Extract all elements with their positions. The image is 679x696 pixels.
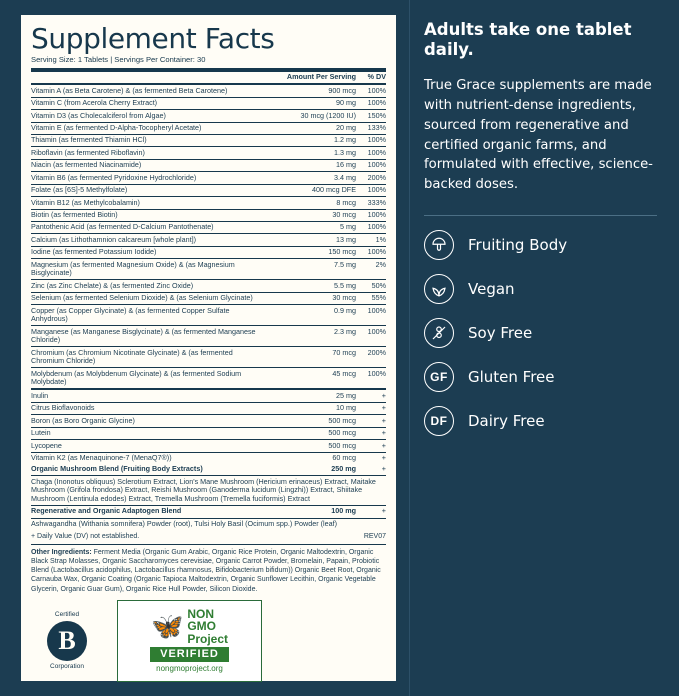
non-gmo-line3: Project [187, 631, 229, 646]
non-gmo-text [187, 608, 228, 645]
other-ingredients-text: Ferment Media (Organic Gum Arabic, Organic Rice Protein, Organic Maltodextrin, Organic Black Strap Molasses, Organic Saccharomyces cerevisiae, Organic Carrot Powder, Bromelain, Papain, Probiotic Blend (Lactobacillus acidophilus, Lactobacillus rhamnosus, Bifidobacterium bifidum)) Organic Beet Root, Organic Carnauba Wax, Organic Coating (Organic Tapioca Maltodextrin, Organic Sunflower Lecithin, Organic Vegetable Glycerin, Organic Guar Gum), Organic Rice Hull Powder, Silicon Dioxide. [31, 549, 381, 593]
table-row [31, 506, 386, 518]
table-row [31, 464, 386, 476]
nutrient-amount: 5 mg [264, 222, 356, 234]
blend1-dv: + [356, 464, 386, 476]
b-corp-bottom-label: Corporation [50, 662, 84, 670]
blend1-amount: 250 mg [264, 464, 356, 476]
nutrient-amount: 10 mg [264, 402, 356, 414]
nutrient-dv: 2% [356, 259, 386, 280]
nutrient-name: Vitamin K2 (as Menaquinone-7 (MenaQ7®)) [31, 452, 172, 462]
non-gmo-line2: GMO [187, 619, 217, 634]
feature-label: Soy Free [468, 324, 533, 343]
feature-item [424, 230, 657, 260]
nutrient-name: Thiamin (as fermented Thiamin HCl) [31, 135, 264, 147]
table-row [31, 159, 386, 171]
nutrient-dv: 100% [356, 209, 386, 221]
nutrient-amount: 30 mcg [264, 292, 356, 304]
nutrition-table [31, 72, 386, 83]
feature-item [424, 362, 657, 392]
nutrient-amount: 2.3 mg [264, 326, 356, 347]
nutrient-amount: 45 mcg [332, 368, 356, 378]
nutrient-rows [31, 85, 386, 388]
info-panel [409, 0, 679, 696]
non-gmo-badge [117, 600, 262, 682]
nutrient-name: Riboflavin (as fermented Riboflavin) [31, 147, 264, 159]
table-row [31, 368, 386, 389]
table-row [31, 292, 386, 304]
table-row [31, 347, 386, 368]
b-corp-top-label: Certified [54, 610, 80, 618]
nutrient-dv: 333% [356, 197, 386, 209]
nutrient-dv: 100% [356, 222, 386, 234]
nutrient-dv: 100% [356, 85, 386, 97]
serving-info: Serving Size: 1 Tablets | Servings Per Container: 30 [31, 55, 206, 64]
b-corp-badge [31, 611, 103, 671]
nutrient-amount: 400 mcg DFE [264, 184, 356, 196]
table-row [31, 184, 386, 196]
nutrient-dv: 50% [356, 280, 386, 292]
nutrient-name: Zinc (as Zinc Chelate) & (as fermented Zinc Oxide) [31, 280, 264, 292]
nutrient-dv: + [356, 415, 386, 427]
feature-label: Vegan [468, 280, 515, 299]
nutrient-dv: 100% [356, 147, 386, 159]
blend2-dv: + [356, 506, 386, 518]
page-title: Supplement Facts [31, 22, 275, 55]
nutrient-dv: 55% [356, 292, 386, 304]
nutrient-dv: 1% [356, 234, 386, 246]
nutrient-amount: 5.5 mg [264, 280, 356, 292]
nutrient-dv: 100% [356, 246, 386, 258]
blend2-note: Ashwagandha (Withania somnifera) Powder (root), Tulsi Holy Basil (Ocimum spp.) Powder (leaf) [31, 518, 337, 528]
nutrient-dv: 200% [356, 347, 386, 368]
table-row [31, 305, 386, 326]
nutrient-name: Manganese (as Manganese Bisglycinate) & (as fermented Manganese Chloride) [31, 326, 264, 347]
nutrient-dv: 150% [356, 110, 386, 122]
dosage-heading: Adults take one tablet daily. [424, 20, 632, 60]
nutrient-name: Iodine (as fermented Potassium Iodide) [31, 246, 264, 258]
nutrient-name: Boron (as Boro Organic Glycine) [31, 415, 264, 427]
other-ingredients [31, 544, 386, 593]
nutrient-amount: 90 mg [264, 97, 356, 109]
table-row [31, 147, 386, 159]
table-row [31, 222, 386, 234]
nutrient-name: Vitamin B6 (as fermented Pyridoxine Hydrochloride) [31, 172, 264, 184]
soy-free-icon [424, 318, 454, 348]
non-gmo-verified-label: VERIFIED [150, 647, 229, 662]
non-gmo-url: nongmoproject.org [156, 663, 223, 673]
dv-footnote: + Daily Value (DV) not established. [31, 532, 140, 540]
feature-item [424, 406, 657, 436]
nutrient-dv: 100% [356, 184, 386, 196]
nutrient-dv: + [381, 452, 386, 462]
nutrient-name: Vitamin E (as fermented D-Alpha-Tocopheryl Acetate) [31, 122, 264, 134]
nutrient-dv: + [356, 390, 386, 402]
divider [424, 215, 657, 216]
table-row [31, 122, 386, 134]
nutrient-dv: + [356, 440, 386, 452]
table-row [31, 172, 386, 184]
table-row [31, 197, 386, 209]
nutrient-dv: 133% [356, 122, 386, 134]
table-row [31, 518, 386, 530]
butterfly-icon: 🦋 [150, 611, 184, 642]
gluten-free-icon: GF [424, 362, 454, 392]
nutrient-amount: 0.9 mg [264, 305, 356, 326]
table-row [31, 259, 386, 280]
nutrient-dv: 100% [356, 326, 386, 347]
b-corp-icon: B [47, 621, 87, 661]
blend1-name: Organic Mushroom Blend (Fruiting Body Extracts) [31, 464, 264, 476]
nutrient-name: Magnesium (as fermented Magnesium Oxide) & (as Magnesium Bisglycinate) [31, 259, 264, 280]
non-gmo-line1: NON [187, 607, 215, 622]
table-row [31, 209, 386, 221]
mushroom-icon [424, 230, 454, 260]
table-row [31, 97, 386, 109]
table-row [31, 427, 386, 439]
revision-code: REV07 [363, 532, 386, 540]
nutrient-dv: + [356, 402, 386, 414]
nutrient-amount: 13 mg [264, 234, 356, 246]
nutrient-name: Pantothenic Acid (as fermented D-Calcium Pantothenate) [31, 222, 264, 234]
table-row [31, 246, 386, 258]
feature-label: Gluten Free [468, 368, 555, 387]
nutrient-name: Niacin (as fermented Niacinamide) [31, 159, 264, 171]
nutrient-name: Vitamin D3 (as Cholecalciferol from Algae) [31, 110, 264, 122]
nutrient-dv: 100% [356, 135, 386, 147]
nutrient-name: Citrus Bioflavonoids [31, 402, 264, 414]
table-row [31, 390, 386, 402]
nutrient-name: Vitamin B12 (as Methylcobalamin) [31, 197, 264, 209]
nutrient-name: Inulin [31, 390, 264, 402]
nutrient-amount: 30 mcg (1200 IU) [264, 110, 356, 122]
feature-item [424, 318, 657, 348]
table-row [31, 440, 386, 452]
table-row [31, 234, 386, 246]
nutrient-dv: 200% [356, 172, 386, 184]
nutrient-amount: 150 mcg [264, 246, 356, 258]
nutrient-name: Lutein [31, 427, 264, 439]
nutrient-amount: 1.2 mg [264, 135, 356, 147]
other-nutrient-rows [31, 390, 386, 464]
column-header-amount: Amount Per Serving [286, 72, 356, 82]
table-row [31, 402, 386, 414]
footnote-row [31, 533, 386, 541]
blend2-amount: 100 mg [264, 506, 356, 518]
table-row [31, 280, 386, 292]
certification-badges [31, 600, 386, 682]
table-row [31, 110, 386, 122]
nutrient-amount: 7.5 mg [264, 259, 356, 280]
nutrient-dv: 100% [356, 159, 386, 171]
nutrient-dv: + [356, 427, 386, 439]
header-spacer [31, 72, 264, 83]
nutrient-name: Calcium (as Lithothamnion calcareum [whole plant]) [31, 234, 264, 246]
nutrient-amount: 16 mg [264, 159, 356, 171]
table-row [31, 326, 386, 347]
feature-label: Dairy Free [468, 412, 545, 431]
nutrient-name: Vitamin C (from Acerola Cherry Extract) [31, 97, 264, 109]
feature-list [424, 230, 657, 436]
nutrient-name: Folate (as [6S]-5 Methylfolate) [31, 184, 264, 196]
table-row [31, 452, 386, 464]
nutrient-name: Lycopene [31, 440, 264, 452]
blend2-name: Regenerative and Organic Adaptogen Blend [31, 506, 264, 518]
nutrient-name: Molybdenum (as Molybdenum Glycinate) & (as fermented Sodium Molybdate) [31, 368, 242, 387]
nutrient-name: Selenium (as fermented Selenium Dioxide) & (as Selenium Glycinate) [31, 292, 264, 304]
nutrient-name: Vitamin A (as Beta Carotene) & (as fermented Beta Carotene) [31, 85, 264, 97]
brand-description: True Grace supplements are made with nutrient-dense ingredients, sourced from regenerative and certified organic farms, and formulated with effective, science-backed doses. [424, 78, 653, 193]
nutrient-amount: 1.3 mg [264, 147, 356, 159]
nutrient-amount: 3.4 mg [264, 172, 356, 184]
feature-label: Fruiting Body [468, 236, 568, 255]
nutrient-amount: 500 mcg [264, 427, 356, 439]
nutrient-amount: 20 mg [264, 122, 356, 134]
leaf-icon [424, 274, 454, 304]
table-row [31, 476, 386, 506]
column-header-dv: % DV [367, 72, 386, 82]
nutrient-amount: 30 mcg [264, 209, 356, 221]
nutrient-name: Copper (as Copper Glycinate) & (as fermented Copper Sulfate Anhydrous) [31, 305, 264, 326]
table-row [31, 135, 386, 147]
table-header-row [31, 72, 386, 83]
non-gmo-row [151, 608, 228, 645]
blend1-note: Chaga (Inonotus obliquus) Sclerotium Extract, Lion's Mane Mushroom (Hericium erinaceus) Extract, Maitake Mushroom (Grifola frondosa) Extract, Reishi Mushroom (Ganoderma lucidum (Lingzhi)) Extract, Shiitake Mushroom (Lentinula edodes) Extract, Tremella Mushroom (Tremella fuciformis) Extract [31, 476, 386, 506]
nutrient-dv: 100% [367, 368, 386, 378]
nutrient-amount: 70 mcg [264, 347, 356, 368]
table-row [31, 85, 386, 97]
nutrient-amount: 8 mcg [264, 197, 356, 209]
dairy-free-icon: DF [424, 406, 454, 436]
nutrient-amount: 60 mcg [332, 452, 356, 462]
nutrient-amount: 500 mcg [264, 440, 356, 452]
nutrient-name: Biotin (as fermented Biotin) [31, 209, 264, 221]
other-ingredients-label: Other Ingredients: [31, 549, 92, 557]
nutrient-amount: 500 mcg [264, 415, 356, 427]
feature-item [424, 274, 657, 304]
nutrient-dv: 100% [356, 305, 386, 326]
nutrient-amount: 900 mcg [264, 85, 356, 97]
nutrient-dv: 100% [356, 97, 386, 109]
supplement-facts-panel [20, 14, 397, 682]
nutrient-name: Chromium (as Chromium Nicotinate Glycinate) & (as fermented Chromium Chloride) [31, 347, 264, 368]
table-row [31, 415, 386, 427]
blend-table [31, 464, 386, 530]
nutrient-amount: 25 mg [264, 390, 356, 402]
